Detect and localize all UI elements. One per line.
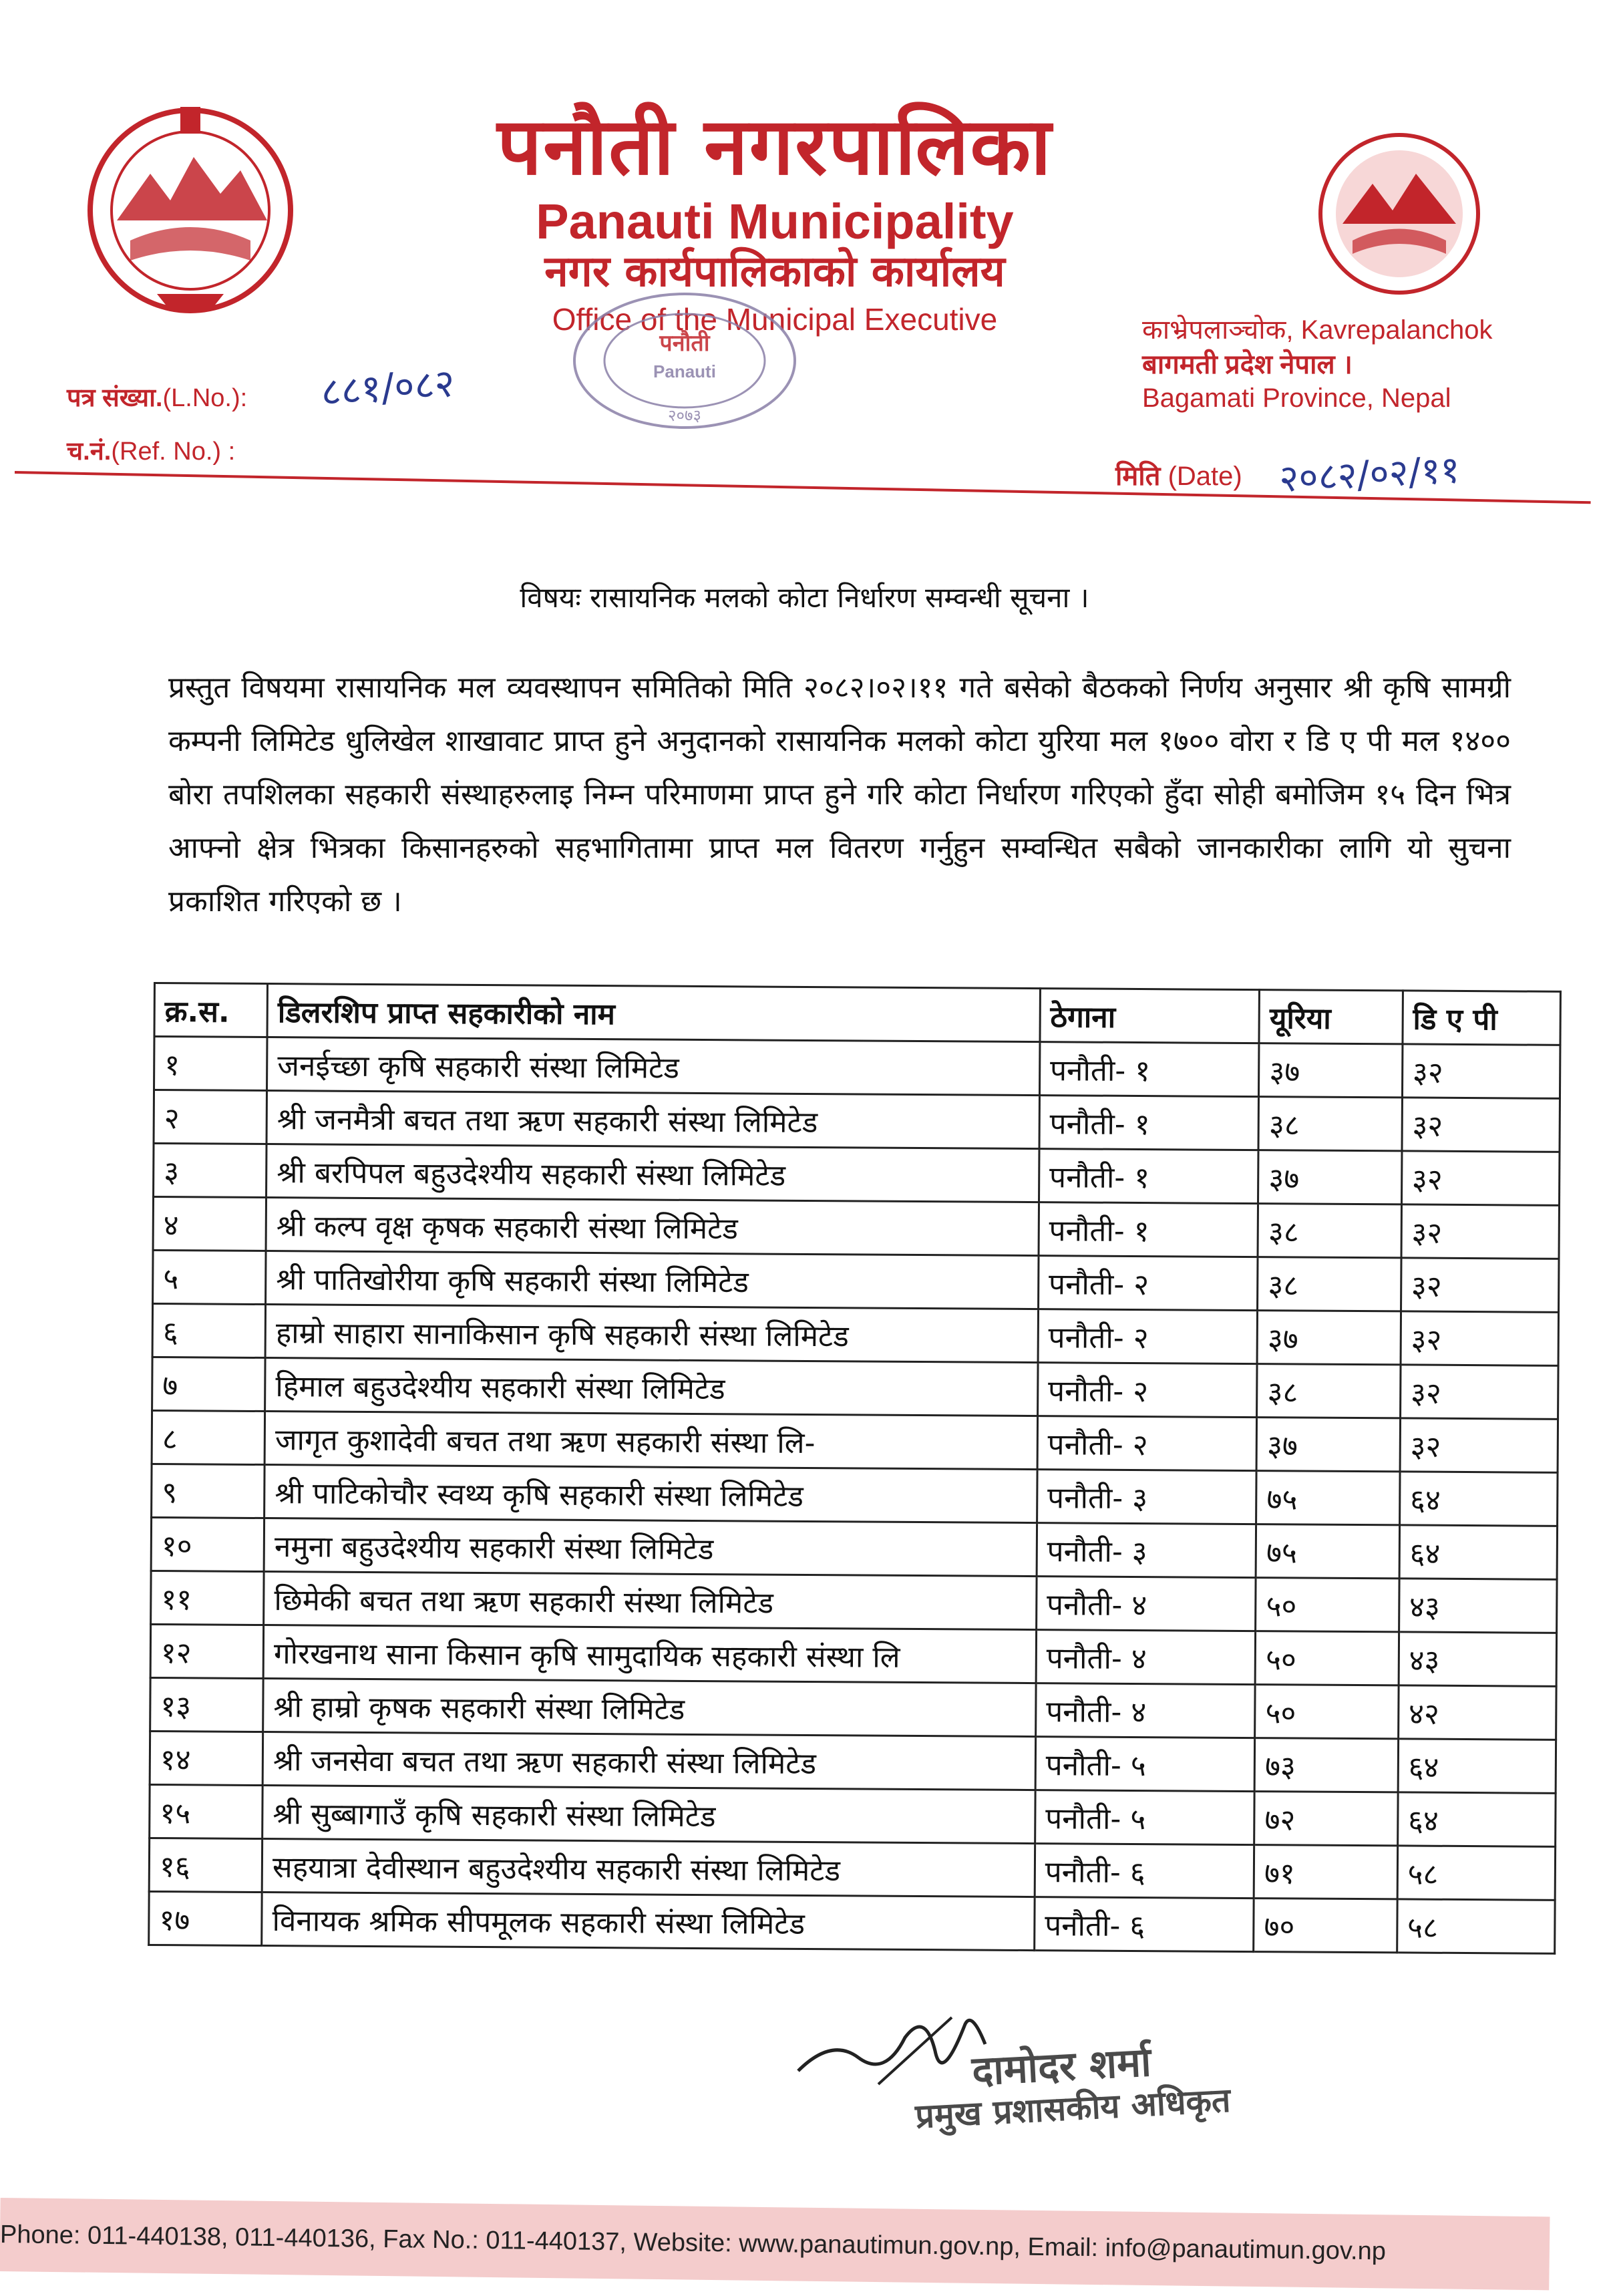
cell-urea: ३७ — [1256, 1418, 1400, 1472]
signatory-title: प्रमुख प्रशासकीय अधिकृत — [914, 2080, 1232, 2136]
stamp-text-top: पनौती — [659, 330, 710, 357]
reference-number-label — [67, 433, 235, 468]
cell-urea: ३७ — [1259, 1043, 1403, 1098]
cell-cooperative-name: विनायक श्रमिक सीपमूलक सहकारी संस्था लिमिटेड — [262, 1893, 1035, 1951]
table-body — [149, 1037, 1560, 1954]
table-row — [150, 1624, 1556, 1686]
cell-address: पनौती- १ — [1039, 1042, 1259, 1097]
cell-urea: ५० — [1255, 1631, 1399, 1685]
table-row — [154, 1037, 1560, 1099]
cell-dap: ३२ — [1402, 1098, 1560, 1152]
stamp-year: २०७३ — [668, 406, 701, 425]
address-line-2: बागमती प्रदेश नेपाल । — [1142, 350, 1353, 379]
cell-address: पनौती- २ — [1037, 1363, 1257, 1418]
cell-serial: ११ — [151, 1571, 264, 1625]
cell-cooperative-name: श्री पाटिकोचौर स्वथ्य कृषि सहकारी संस्था लिमिटेड — [264, 1465, 1037, 1523]
cell-dap: ६४ — [1399, 1525, 1558, 1579]
letter-number-label-en: (L.No.): — [162, 384, 248, 412]
cell-urea: ३८ — [1258, 1097, 1402, 1151]
cell-address: पनौती- २ — [1038, 1256, 1258, 1311]
cell-cooperative-name: छिमेकी बचत तथा ऋण सहकारी संस्था लिमिटेड — [264, 1572, 1037, 1630]
cell-urea: ५० — [1255, 1685, 1399, 1739]
cell-serial: १ — [154, 1037, 268, 1091]
cell-cooperative-name: श्री पातिखोरीया कृषि सहकारी संस्था लिमिटेड — [266, 1251, 1039, 1309]
cell-dap: ३२ — [1402, 1044, 1560, 1098]
cell-cooperative-name: श्री सुब्बागाउँ कृषि सहकारी संस्था लिमिटेड — [262, 1786, 1035, 1844]
table-row — [152, 1304, 1558, 1366]
cell-address: पनौती- ४ — [1036, 1630, 1256, 1685]
table-row — [150, 1784, 1556, 1846]
table-row — [154, 1090, 1560, 1152]
cell-cooperative-name: श्री कल्प वृक्ष कृषक सहकारी संस्था लिमिटेड — [266, 1198, 1039, 1256]
address-line-1: काभ्रेपलाञ्चोक, Kavrepalanchok — [1142, 315, 1493, 345]
office-stamp — [568, 287, 801, 434]
cell-serial: ४ — [153, 1197, 266, 1251]
cell-urea: ३७ — [1258, 1150, 1402, 1204]
cell-serial: १३ — [150, 1677, 264, 1732]
cell-dap: ३२ — [1400, 1365, 1558, 1419]
cell-serial: १२ — [150, 1624, 264, 1678]
letter-number-value: ८८१/०८२ — [319, 360, 456, 415]
cell-cooperative-name: जागृत कुशादेवी बचत तथा ऋण सहकारी संस्था लि- — [264, 1412, 1037, 1470]
cell-serial: ७ — [152, 1357, 266, 1411]
cell-dap: ३२ — [1401, 1311, 1559, 1365]
table-row — [149, 1838, 1555, 1900]
cell-urea: ५० — [1256, 1578, 1399, 1632]
table-row — [153, 1197, 1559, 1259]
cell-urea: ७० — [1254, 1899, 1397, 1953]
cell-cooperative-name: श्री बरपिपल बहुउदेश्यीय सहकारी संस्था लिमिटेड — [266, 1144, 1039, 1202]
cell-address: पनौती- ३ — [1037, 1470, 1256, 1524]
cell-address: पनौती- ५ — [1035, 1790, 1254, 1845]
cell-cooperative-name: जनईच्छा कृषि सहकारी संस्था लिमिटेड — [267, 1037, 1040, 1096]
cell-cooperative-name: श्री जनसेवा बचत तथा ऋण सहकारी संस्था लिमिटेड — [262, 1732, 1035, 1790]
cell-cooperative-name: श्री जनमैत्री बचत तथा ऋण सहकारी संस्था लिमिटेड — [266, 1091, 1039, 1149]
letter-number-label — [67, 379, 247, 414]
table-row — [152, 1357, 1558, 1419]
cell-address: पनौती- २ — [1038, 1309, 1258, 1364]
header-address: ठेगाना — [1040, 989, 1260, 1043]
footer-contact: Phone: 011-440138, 011-440136, Fax No.: 011-440137, Website: www.panautimun.gov.np, Email: info@panautimun.gov.np — [0, 2221, 1387, 2266]
reference-number-label-np: च.नं. — [67, 438, 112, 466]
cell-address: पनौती- ४ — [1036, 1577, 1256, 1631]
cell-dap: ४३ — [1399, 1632, 1557, 1686]
cell-address: पनौती- १ — [1039, 1202, 1258, 1257]
cell-address: पनौती- ६ — [1035, 1844, 1254, 1899]
cell-dap: ५८ — [1397, 1846, 1556, 1900]
cell-dap: ३२ — [1400, 1418, 1558, 1472]
cell-dap: ३२ — [1401, 1151, 1560, 1205]
letter-number-label-np: पत्र संख्या. — [67, 384, 163, 412]
signatory-name: दामोदर शर्मा — [970, 2039, 1153, 2095]
date-label-en: (Date) — [1168, 462, 1242, 491]
date-value: २०८२/०२/११ — [1278, 448, 1461, 502]
cell-urea: ३७ — [1257, 1311, 1401, 1365]
table-row — [151, 1571, 1557, 1633]
cell-urea: ७१ — [1254, 1845, 1397, 1899]
cell-serial: ६ — [152, 1304, 266, 1358]
cell-urea: ३८ — [1258, 1204, 1401, 1258]
cell-dap: ४३ — [1399, 1579, 1557, 1633]
table-row — [149, 1891, 1555, 1953]
cell-dap: ६४ — [1397, 1792, 1556, 1846]
fertilizer-quota-table — [148, 982, 1562, 1955]
table-row — [152, 1410, 1558, 1472]
cell-serial: १४ — [150, 1731, 263, 1785]
cell-serial: ३ — [154, 1144, 267, 1198]
cell-dap: ४२ — [1398, 1685, 1556, 1740]
address-line-3: Bagamati Province, Nepal — [1142, 383, 1451, 413]
stamp-text-mid: Panauti — [653, 361, 716, 381]
cell-address: पनौती- ३ — [1037, 1523, 1256, 1578]
office-name-nepali: नगर कार्यपालिकाको कार्यालय — [544, 247, 1005, 297]
cell-dap: ३२ — [1401, 1204, 1560, 1259]
cell-serial: १६ — [149, 1838, 262, 1892]
cell-urea: ३८ — [1258, 1257, 1401, 1311]
cell-cooperative-name: हिमाल बहुउदेश्यीय सहकारी संस्था लिमिटेड — [265, 1358, 1038, 1416]
cell-urea: ७५ — [1256, 1524, 1399, 1579]
cell-address: पनौती- ६ — [1034, 1897, 1254, 1952]
cell-cooperative-name: सहयात्रा देवीस्थान बहुउदेश्यीय सहकारी संस्था लिमिटेड — [262, 1839, 1035, 1897]
cell-dap: ६४ — [1398, 1739, 1556, 1793]
cell-dap: ३२ — [1401, 1258, 1559, 1312]
municipality-name-english: Panauti Municipality — [536, 194, 1014, 249]
reference-number-label-en: (Ref. No.) : — [111, 438, 236, 466]
cell-cooperative-name: गोरखनाथ साना किसान कृषि सामुदायिक सहकारी संस्था लि — [263, 1625, 1036, 1683]
table-row — [153, 1251, 1559, 1313]
notice-subject: विषयः रासायनिक मलको कोटा निर्धारण सम्वन्धी सूचना । — [520, 581, 1089, 614]
cell-address: पनौती- १ — [1039, 1096, 1259, 1150]
header-cooperative-name: डिलरशिप प्राप्त सहकारीको नाम — [267, 984, 1040, 1042]
table-row — [151, 1517, 1557, 1579]
cell-urea: ३८ — [1257, 1364, 1401, 1418]
date-label-np: मिति — [1115, 462, 1161, 491]
office-name-english: Office of the Municipal Executive — [552, 302, 998, 337]
table-row — [154, 1144, 1560, 1206]
cell-address: पनौती- २ — [1037, 1416, 1257, 1471]
table-row — [150, 1731, 1556, 1793]
cell-cooperative-name: श्री हाम्रो कृषक सहकारी संस्था लिमिटेड — [263, 1679, 1036, 1737]
cell-urea: ७३ — [1254, 1738, 1398, 1792]
cell-dap: ६४ — [1399, 1472, 1558, 1526]
cell-urea: ७५ — [1256, 1471, 1400, 1525]
nepal-emblem-logo — [77, 94, 304, 321]
municipality-name-nepali: पनौती नगरपालिका — [497, 100, 1053, 192]
cell-address: पनौती- १ — [1039, 1149, 1258, 1204]
cell-dap: ५८ — [1397, 1899, 1555, 1953]
footer-contact-bar — [0, 2198, 1550, 2290]
date-label — [1115, 456, 1242, 493]
cell-serial: ८ — [152, 1410, 265, 1464]
header-serial: क्र.स. — [154, 983, 268, 1037]
cell-cooperative-name: नमुना बहुउदेश्यीय सहकारी संस्था लिमिटेड — [264, 1518, 1037, 1577]
table-header-row — [154, 983, 1560, 1045]
cell-address: पनौती- ५ — [1035, 1737, 1255, 1792]
table-row — [150, 1677, 1556, 1740]
cell-serial: १० — [151, 1517, 264, 1571]
cell-urea: ७२ — [1254, 1792, 1398, 1846]
header-urea: यूरिया — [1259, 990, 1403, 1044]
table-row — [152, 1464, 1558, 1526]
municipality-logo — [1316, 130, 1483, 297]
notice-body: प्रस्तुत विषयमा रासायनिक मल व्यवस्थापन समितिको मिति २०८२।०२।११ गते बसेको बैठकको निर्णय अनुसार श्री कृषि सामग्री कम्पनी लिमिटेड धुलिखेल शाखावाट प्राप्त हुने अनुदानको रासायनिक मलको कोटा युरिया मल १७०० वोरा र डि ए पी मल १४०० बोरा तपशिलका सहकारी संस्थाहरुलाइ निम्न परिमाणमा प्राप्त हुने गरि कोटा निर्धारण गरिएको हुँदा सोही बमोजिम १५ दिन भित्र आफ्नो क्षेत्र भित्रका किसानहरुको सहभागितामा प्राप्त मल वितरण गर्नुहुन सम्वन्धित सबैको जानकारीका लागि यो सुचना प्रकाशित गरिएको छ । — [168, 671, 1511, 919]
cell-address: पनौती- ४ — [1035, 1683, 1255, 1738]
cell-serial: १५ — [150, 1784, 263, 1838]
cell-serial: १७ — [149, 1891, 262, 1945]
cell-serial: ९ — [152, 1464, 265, 1518]
cell-serial: ५ — [153, 1251, 266, 1305]
cell-cooperative-name: हाम्रो साहारा सानाकिसान कृषि सहकारी संस्था लिमिटेड — [265, 1305, 1038, 1363]
header-dap: डि ए पी — [1403, 991, 1561, 1045]
cell-serial: २ — [154, 1090, 267, 1144]
